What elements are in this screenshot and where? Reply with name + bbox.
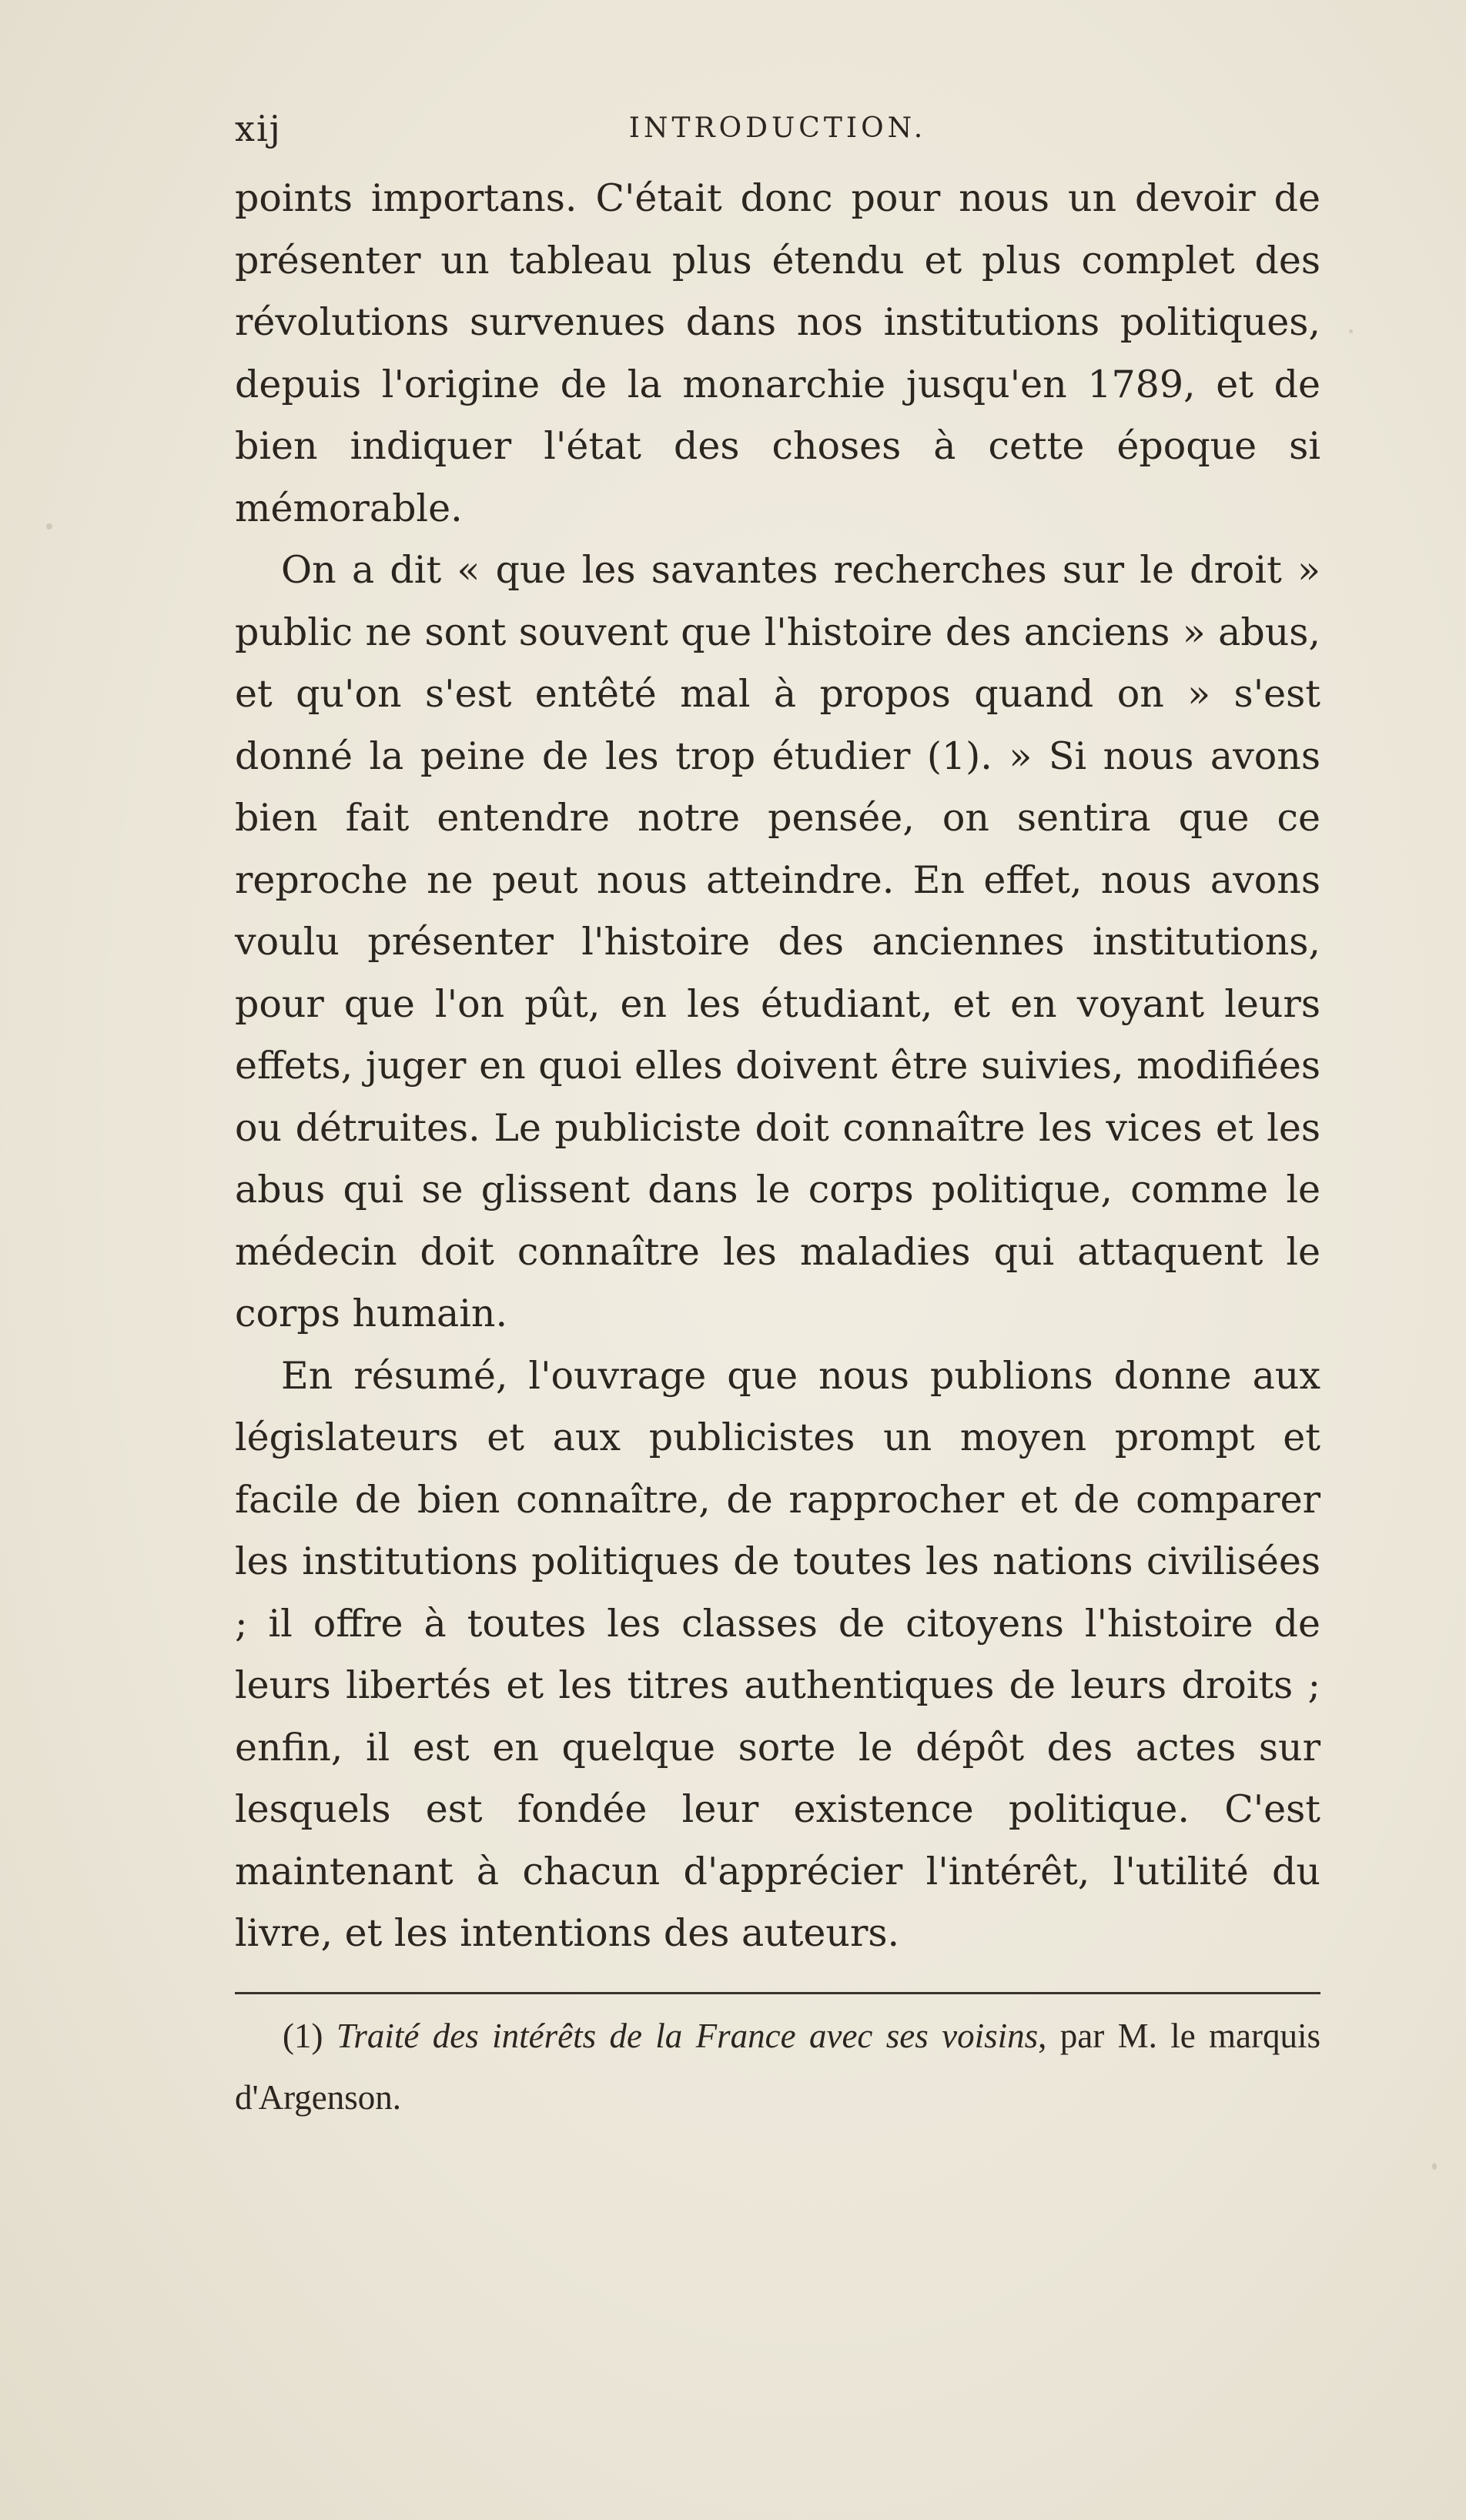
paper-spot — [1349, 329, 1353, 333]
footnote-marker: (1) — [283, 2017, 323, 2055]
paper-spot — [46, 523, 52, 530]
running-head: INTRODUCTION. — [628, 112, 927, 144]
footnote-title: Traité des intérêts de la France avec ses voisins — [336, 2017, 1039, 2055]
footnote-attribution: , par M. le marquis d'Argenson. — [235, 2017, 1321, 2117]
page-number: xij — [235, 108, 282, 149]
paragraph-3: En résumé, l'ouvrage que nous publions donne aux législateurs et aux publicistes un moyen prompt et facile de bien connaître, de rapprocher et de comparer les institutions politiques de toutes les nations civilisées ; il offre à toutes les classes de citoyens l'histoire de leurs libertés et les titres authentiques de leurs droits ; enfin, il est en quelque sorte le dépôt des actes sur lesquels est fondée leur existence politique. C'est maintenant à chacun d'apprécier l'intérêt, l'utilité du livre, et les intentions des auteurs. — [235, 1353, 1320, 1955]
footnote-rule — [235, 1992, 1320, 1994]
body-text — [235, 168, 1320, 1965]
footnote-text — [235, 2005, 1320, 2128]
footnote — [235, 2005, 1320, 2128]
paragraph-1: points importans. C'était donc pour nous un devoir de présenter un tableau plus étendu et plus complet des révolutions survenues dans nos institutions politiques, depuis l'origine de la monarchie jusqu'en 1789, et de bien indiquer l'état des choses à cette époque si mémorable. — [235, 176, 1320, 530]
paragraph-2: On a dit « que les savantes recherches sur le droit » public ne sont souvent que l'histoire des anciens » abus, et qu'on s'est entêté mal à propos quand on » s'est donné la peine de les trop étudier (1). » Si nous avons bien fait entendre notre pensée, on sentira que ce reproche ne peut nous atteindre. En effet, nous avons voulu présenter l'histoire des anciennes institutions, pour que l'on pût, en les étudiant, et en voyant leurs effets, juger en quoi elles doivent être suivies, modifiées ou détruites. Le publiciste doit connaître les vices et les abus qui se glissent dans le corps politique, comme le médecin doit connaître les maladies qui attaquent le corps humain. — [235, 548, 1320, 1335]
page-header — [235, 108, 1320, 154]
paper-spot — [1432, 2163, 1437, 2170]
